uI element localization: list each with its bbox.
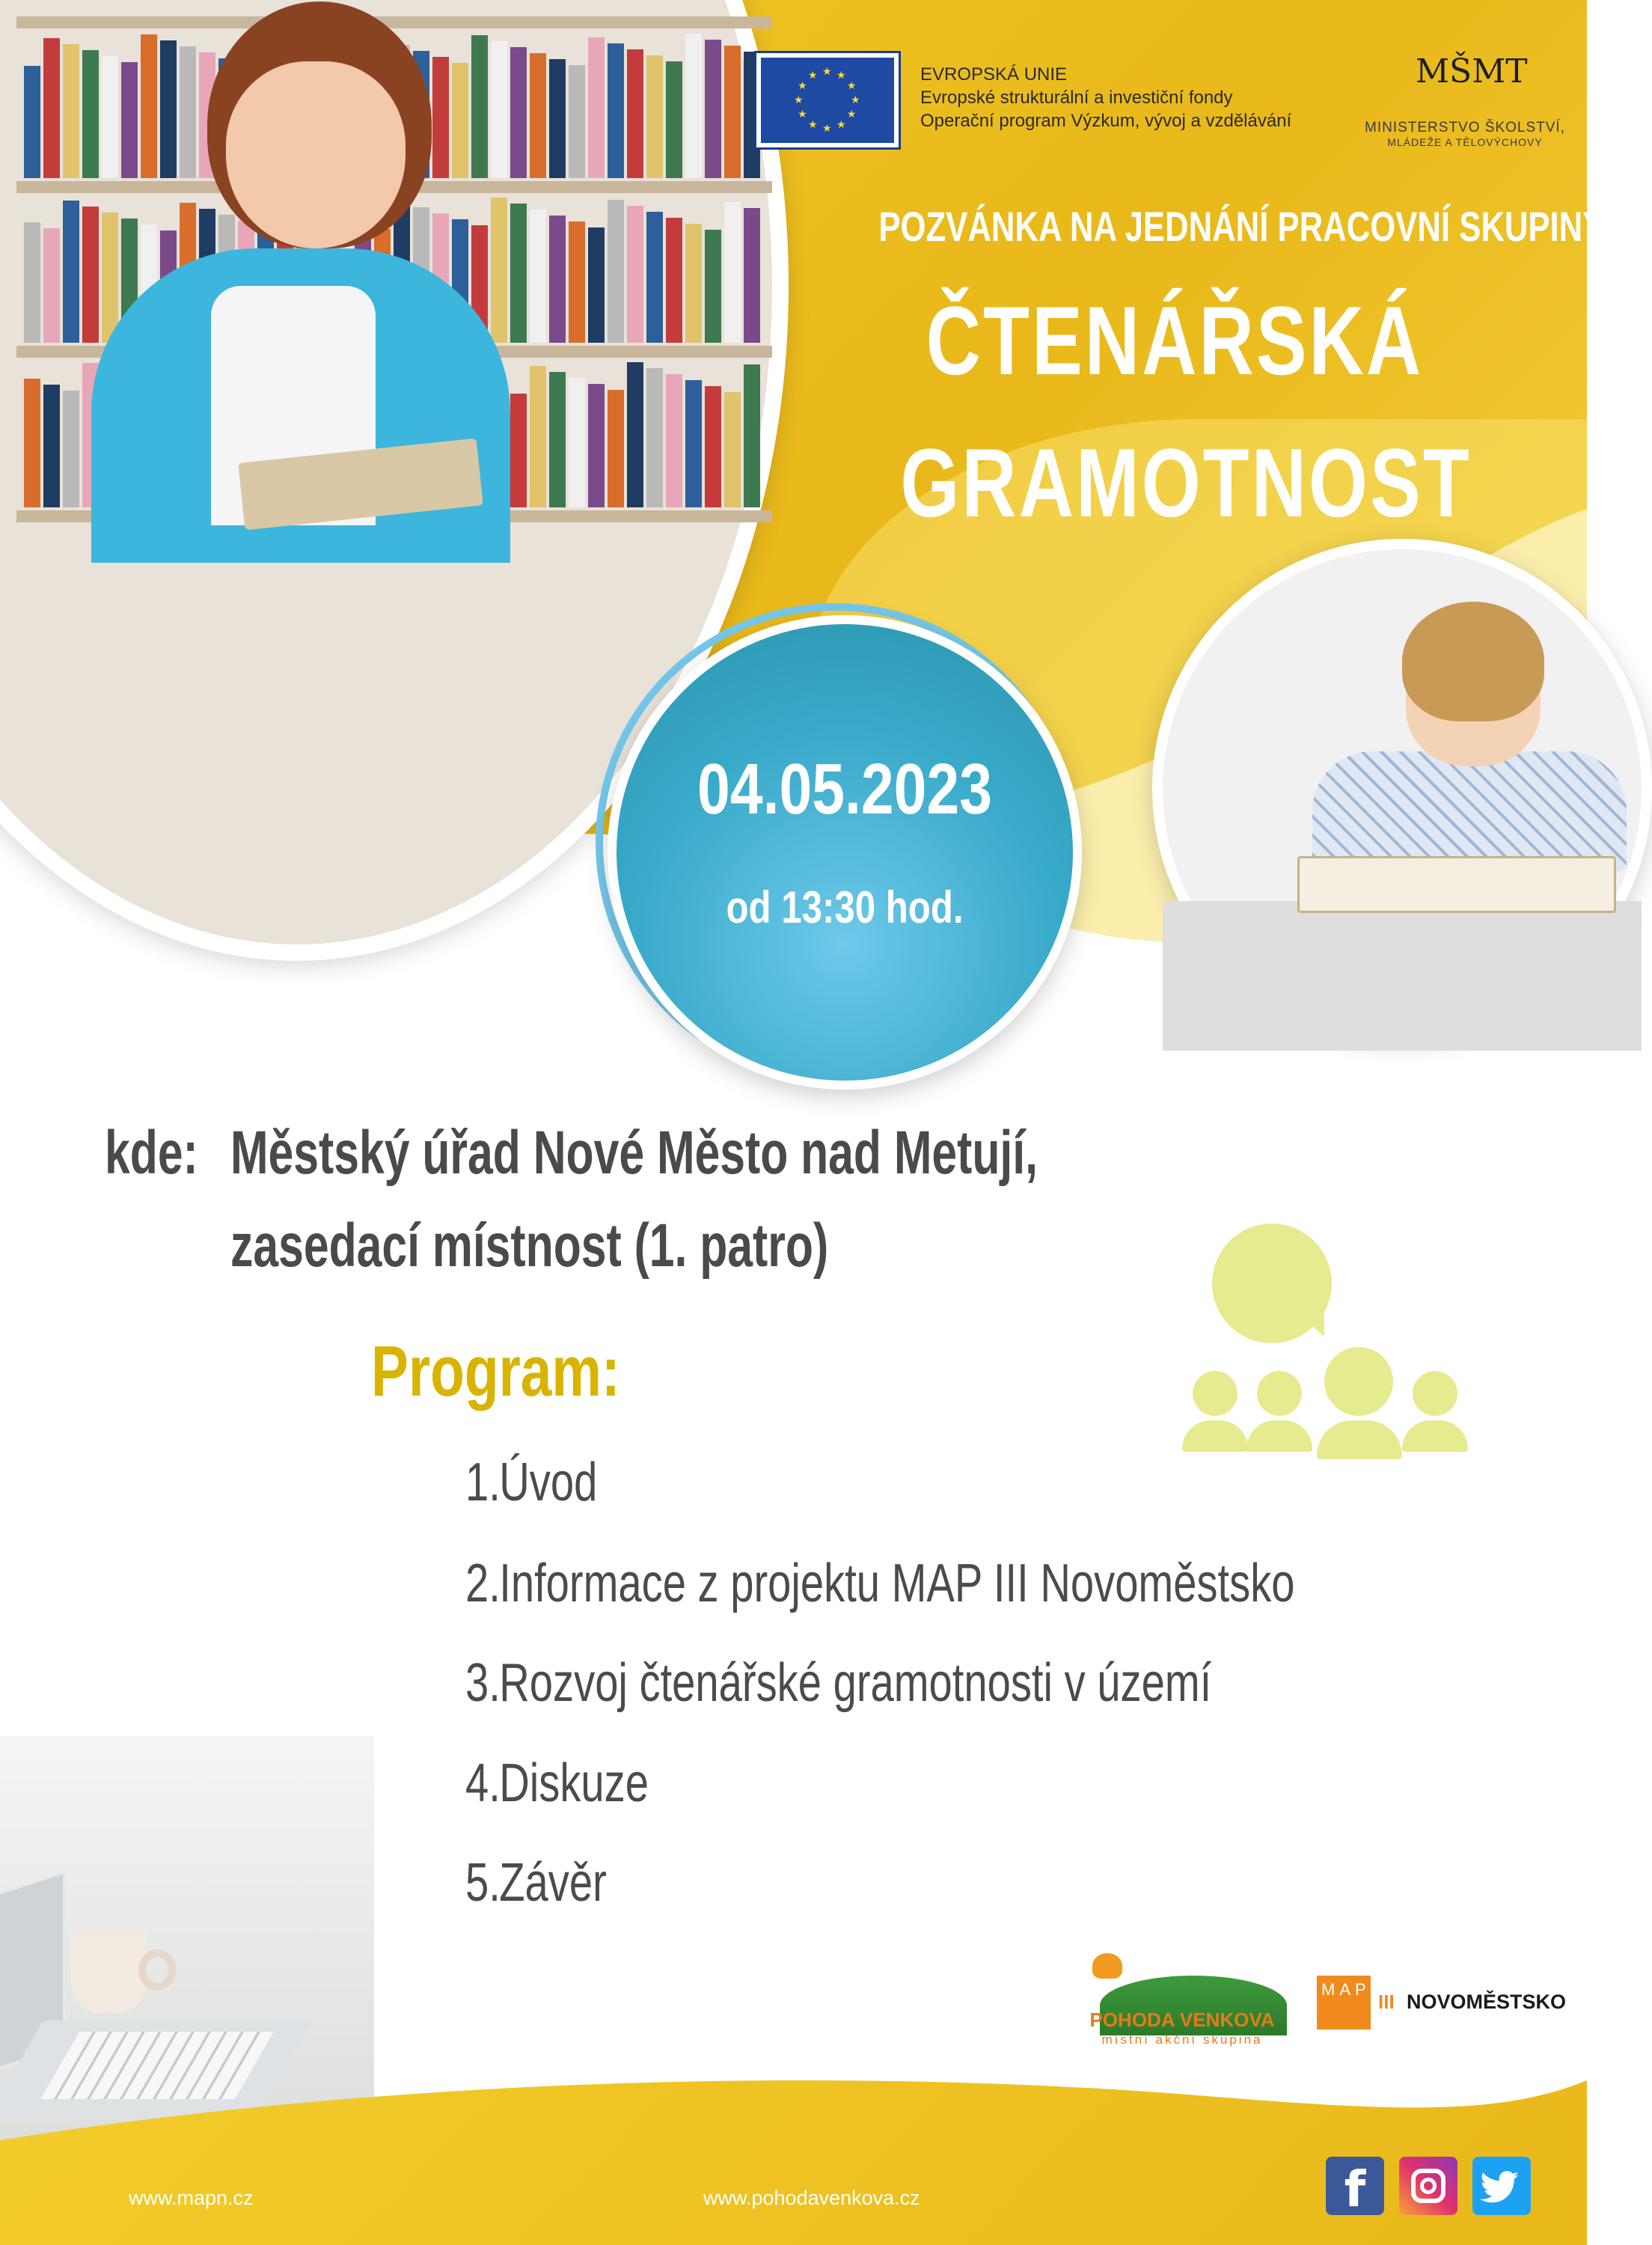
eu-star-icon: ★ (846, 80, 857, 92)
book (24, 379, 40, 507)
book (608, 390, 624, 507)
date-circle (608, 615, 1082, 1090)
agenda-item (465, 1753, 649, 1814)
book (549, 216, 566, 343)
agenda-number: 3. (465, 1653, 501, 1713)
agenda-text: Informace z projektu MAP III Novoměstsko (499, 1554, 1295, 1613)
eu-star-icon: ★ (808, 70, 818, 82)
book (569, 222, 585, 343)
eu-line: Operační program Výzkum, vývoj a vzdělávání (920, 111, 1292, 131)
agenda-number: 5. (465, 1853, 501, 1913)
book (452, 63, 468, 178)
eu-flag-logo (754, 51, 901, 150)
book (705, 230, 721, 343)
book (646, 212, 663, 343)
instagram-icon[interactable] (1399, 2157, 1457, 2215)
book (102, 213, 118, 343)
event-time: od 13:30 hod. (726, 882, 964, 932)
book (549, 59, 566, 178)
book (588, 384, 605, 507)
book (569, 378, 585, 507)
agenda-number: 4. (465, 1753, 501, 1813)
location-line2: zasedací místnost (1. patro) (230, 1212, 829, 1280)
eu-text (920, 63, 1339, 132)
eu-star-icon: ★ (822, 123, 832, 135)
book (666, 374, 682, 507)
location-label: kde: (105, 1119, 198, 1187)
book (646, 55, 663, 178)
book (43, 38, 60, 178)
eu-flag (761, 58, 894, 143)
invitation-subtitle: POZVÁNKA NA JEDNÁNÍ PRACOVNÍ SKUPINY (878, 203, 1605, 250)
agenda-item (465, 1652, 1211, 1714)
pohoda-subtitle: místní akční skupina (1101, 2032, 1263, 2047)
book (530, 53, 546, 178)
msmt-logo-icon (1414, 48, 1528, 115)
book (549, 372, 566, 507)
laptop-keyboard (40, 2032, 274, 2099)
book (530, 210, 546, 343)
coffee-cup (71, 1931, 146, 2013)
book (510, 47, 527, 178)
book (82, 50, 99, 178)
book (608, 200, 624, 343)
agenda-text: Závěr (499, 1853, 607, 1913)
shelf-board (16, 16, 772, 28)
book (724, 392, 741, 507)
book (82, 207, 99, 343)
book (530, 366, 546, 507)
book (160, 40, 177, 178)
msmt-line2: MLÁDEŽE A TĚLOVÝCHOVY (1387, 136, 1543, 148)
book (724, 46, 741, 178)
book (102, 56, 118, 178)
book (744, 208, 760, 343)
book (627, 362, 643, 507)
coffee-cup-handle (138, 1949, 176, 1991)
eu-star-icon: ★ (798, 109, 807, 120)
book (63, 391, 79, 507)
eu-star-icon: ★ (836, 118, 846, 131)
agenda-item (465, 1852, 607, 1913)
book (180, 46, 196, 178)
butterfly-icon (1092, 1953, 1122, 1979)
book (588, 227, 605, 343)
book (744, 364, 760, 507)
msmt-caption (1360, 120, 1570, 148)
map-square (1317, 1976, 1371, 2029)
pohoda-venkova-logo[interactable] (1070, 1946, 1294, 2047)
agenda-text: Úvod (499, 1453, 598, 1512)
agenda-number: 1. (465, 1453, 501, 1512)
boy-shirt (1312, 751, 1627, 871)
agenda-item (465, 1553, 1295, 1614)
event-date: 04.05.2023 (697, 749, 992, 829)
msmt-mark-text: MŠMT (1416, 52, 1528, 91)
eu-star-icon: ★ (798, 80, 807, 92)
book (685, 380, 702, 507)
title-line2: GRAMOTNOST (900, 428, 1472, 537)
facebook-icon[interactable]: f (1326, 2157, 1384, 2215)
book (724, 202, 741, 343)
book (43, 385, 60, 507)
woman-face (226, 61, 406, 248)
agenda-text: Rozvoj čtenářské gramotnosti v území (499, 1653, 1212, 1713)
title-line1: ČTENÁŘSKÁ (926, 286, 1424, 395)
book (24, 66, 40, 178)
eu-star-icon: ★ (808, 118, 818, 131)
book (685, 224, 702, 343)
book (588, 37, 605, 178)
agenda-number: 2. (465, 1554, 501, 1613)
book (608, 43, 624, 178)
map-square-text: MAP (1321, 1980, 1371, 1999)
pohoda-name: POHODA VENKOVA (1089, 2009, 1275, 2031)
book (666, 61, 682, 178)
twitter-icon[interactable] (1472, 2157, 1531, 2215)
book (432, 57, 449, 178)
map-name: NOVOMĚSTSKO (1407, 1991, 1567, 2013)
people-icon (1182, 1362, 1481, 1459)
book (510, 394, 527, 507)
book (63, 201, 79, 343)
footer-link-mapn[interactable]: www.mapn.cz (129, 2187, 254, 2209)
boy-hair (1402, 602, 1544, 721)
book (63, 44, 79, 178)
map-novomestsko-logo[interactable] (1317, 1976, 1567, 2029)
eu-star-icon: ★ (794, 94, 804, 106)
floor (1163, 901, 1642, 1051)
book (471, 35, 488, 178)
location-line1: Městský úřad Nové Město nad Metují, (230, 1119, 1038, 1187)
book (627, 206, 643, 343)
book (491, 41, 507, 178)
agenda-text: Diskuze (499, 1753, 649, 1813)
book (510, 204, 527, 343)
eu-star-icon: ★ (822, 66, 832, 78)
map-roman: III (1378, 1991, 1395, 2013)
book (141, 34, 157, 178)
eu-star-icon: ★ (836, 70, 846, 82)
book (121, 62, 138, 178)
book (666, 218, 682, 343)
boy-reading-photo (1152, 539, 1652, 1039)
book (24, 222, 40, 343)
open-book (1297, 856, 1616, 913)
book (569, 65, 585, 178)
eu-star-icon: ★ (851, 94, 860, 106)
book (627, 49, 643, 178)
book (705, 40, 721, 178)
program-heading: Program: (371, 1331, 620, 1411)
book (705, 386, 721, 507)
book (646, 368, 663, 507)
book (491, 198, 507, 343)
agenda-item (465, 1452, 597, 1513)
book (43, 228, 60, 343)
eu-line: EVROPSKÁ UNIE (920, 64, 1068, 85)
eu-star-icon: ★ (846, 109, 857, 120)
msmt-line1: MINISTERSTVO ŠKOLSTVÍ, (1365, 120, 1565, 135)
footer-link-pohoda[interactable]: www.pohodavenkova.cz (703, 2187, 920, 2209)
eu-line: Evropské strukturální a investiční fondy (920, 88, 1233, 108)
book (685, 34, 702, 178)
